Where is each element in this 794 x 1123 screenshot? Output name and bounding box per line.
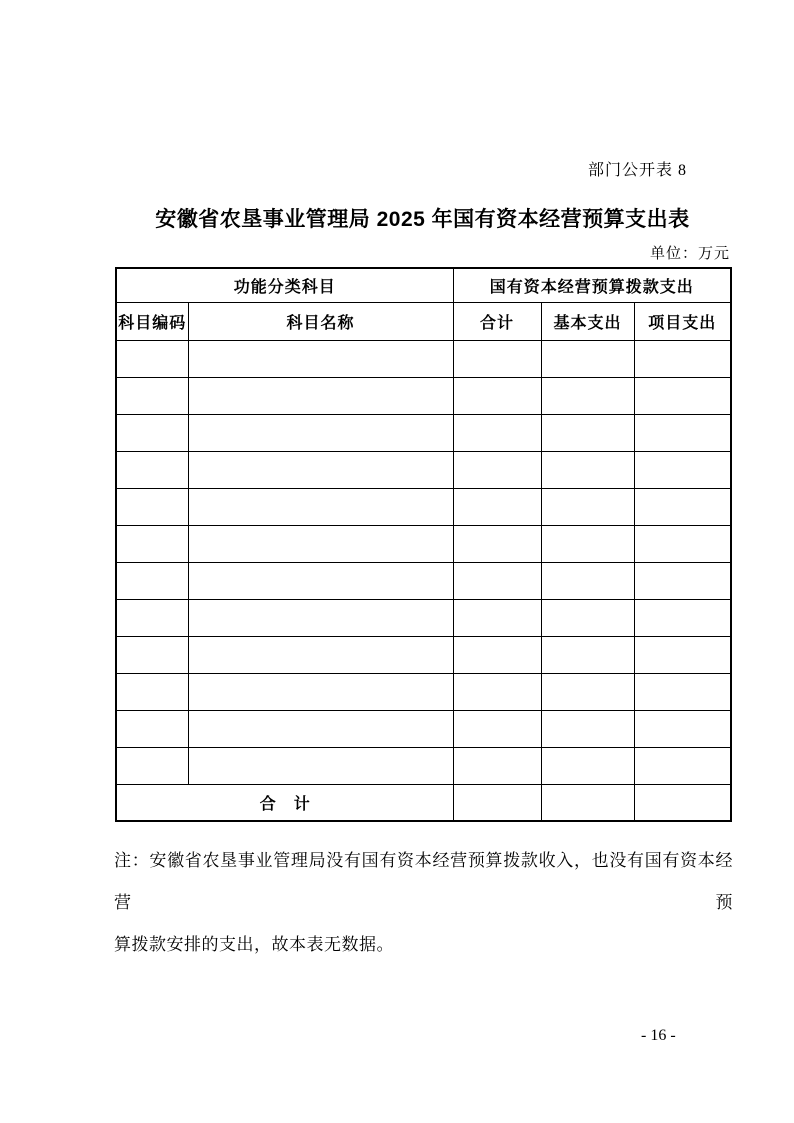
empty-cell (453, 673, 541, 710)
header-basic-expenditure: 基本支出 (541, 302, 634, 340)
unit-label: 单位：万元 (649, 246, 730, 262)
header-subject-code: 科目编码 (116, 302, 188, 340)
empty-cell (188, 340, 453, 377)
empty-cell (453, 599, 541, 636)
total-row-basic-cell (541, 784, 634, 821)
empty-cell (541, 710, 634, 747)
header-functional-classification: 功能分类科目 (116, 268, 453, 302)
empty-cell (116, 377, 188, 414)
empty-cell (541, 747, 634, 784)
header-project-expenditure: 项目支出 (634, 302, 731, 340)
empty-cell (188, 451, 453, 488)
empty-cell (453, 340, 541, 377)
empty-cell (541, 340, 634, 377)
empty-cell (116, 636, 188, 673)
empty-cell (453, 377, 541, 414)
empty-data-row (116, 599, 731, 636)
empty-cell (188, 525, 453, 562)
corner-table-label: 部门公开表 8 (588, 162, 688, 179)
empty-cell (541, 599, 634, 636)
empty-cell (188, 710, 453, 747)
empty-cell (453, 562, 541, 599)
empty-data-row (116, 414, 731, 451)
empty-data-row (116, 747, 731, 784)
empty-cell (541, 488, 634, 525)
empty-cell (634, 599, 731, 636)
empty-data-row (116, 451, 731, 488)
empty-cell (453, 525, 541, 562)
empty-cell (188, 636, 453, 673)
empty-cell (634, 340, 731, 377)
empty-cell (541, 377, 634, 414)
empty-cell (453, 451, 541, 488)
budget-table (115, 267, 732, 822)
total-row-label: 合 计 (116, 784, 453, 821)
empty-cell (116, 488, 188, 525)
empty-cell (634, 414, 731, 451)
empty-cell (634, 562, 731, 599)
empty-cell (116, 710, 188, 747)
empty-data-row (116, 488, 731, 525)
empty-cell (188, 377, 453, 414)
total-row-project-cell (634, 784, 731, 821)
empty-cell (453, 488, 541, 525)
header-group-row (116, 268, 731, 302)
empty-cell (634, 525, 731, 562)
table-body (116, 340, 731, 784)
page-number: - 16 - (641, 1027, 676, 1044)
empty-cell (453, 414, 541, 451)
empty-cell (634, 488, 731, 525)
empty-cell (453, 636, 541, 673)
header-subject-name: 科目名称 (188, 302, 453, 340)
page-title: 安徽省农垦事业管理局 2025 年国有资本经营预算支出表 (155, 208, 690, 231)
empty-cell (634, 710, 731, 747)
header-total: 合计 (453, 302, 541, 340)
total-row-total-cell (453, 784, 541, 821)
empty-cell (188, 599, 453, 636)
empty-data-row (116, 525, 731, 562)
empty-cell (453, 747, 541, 784)
empty-cell (541, 636, 634, 673)
empty-cell (116, 340, 188, 377)
header-column-row (116, 302, 731, 340)
empty-cell (634, 377, 731, 414)
table-note (114, 840, 733, 966)
empty-data-row (116, 562, 731, 599)
empty-cell (188, 673, 453, 710)
empty-cell (453, 710, 541, 747)
empty-data-row (116, 340, 731, 377)
empty-cell (634, 451, 731, 488)
empty-data-row (116, 710, 731, 747)
empty-cell (116, 451, 188, 488)
note-line-1: 注：安徽省农垦事业管理局没有国有资本经营预算拨款收入，也没有国有资本经营预 (114, 851, 733, 912)
empty-cell (116, 599, 188, 636)
empty-cell (541, 673, 634, 710)
empty-cell (188, 747, 453, 784)
empty-data-row (116, 636, 731, 673)
empty-cell (634, 747, 731, 784)
empty-cell (116, 747, 188, 784)
empty-cell (116, 414, 188, 451)
empty-cell (541, 562, 634, 599)
header-budget-appropriation-expenditure: 国有资本经营预算拨款支出 (453, 268, 731, 302)
empty-data-row (116, 377, 731, 414)
empty-cell (116, 673, 188, 710)
empty-cell (188, 488, 453, 525)
total-row (116, 784, 731, 821)
empty-cell (116, 525, 188, 562)
note-line-2: 算拨款安排的支出，故本表无数据。 (114, 935, 394, 954)
empty-cell (634, 636, 731, 673)
empty-data-row (116, 673, 731, 710)
empty-cell (188, 562, 453, 599)
empty-cell (541, 414, 634, 451)
empty-cell (541, 451, 634, 488)
empty-cell (634, 673, 731, 710)
empty-cell (541, 525, 634, 562)
empty-cell (188, 414, 453, 451)
empty-cell (116, 562, 188, 599)
